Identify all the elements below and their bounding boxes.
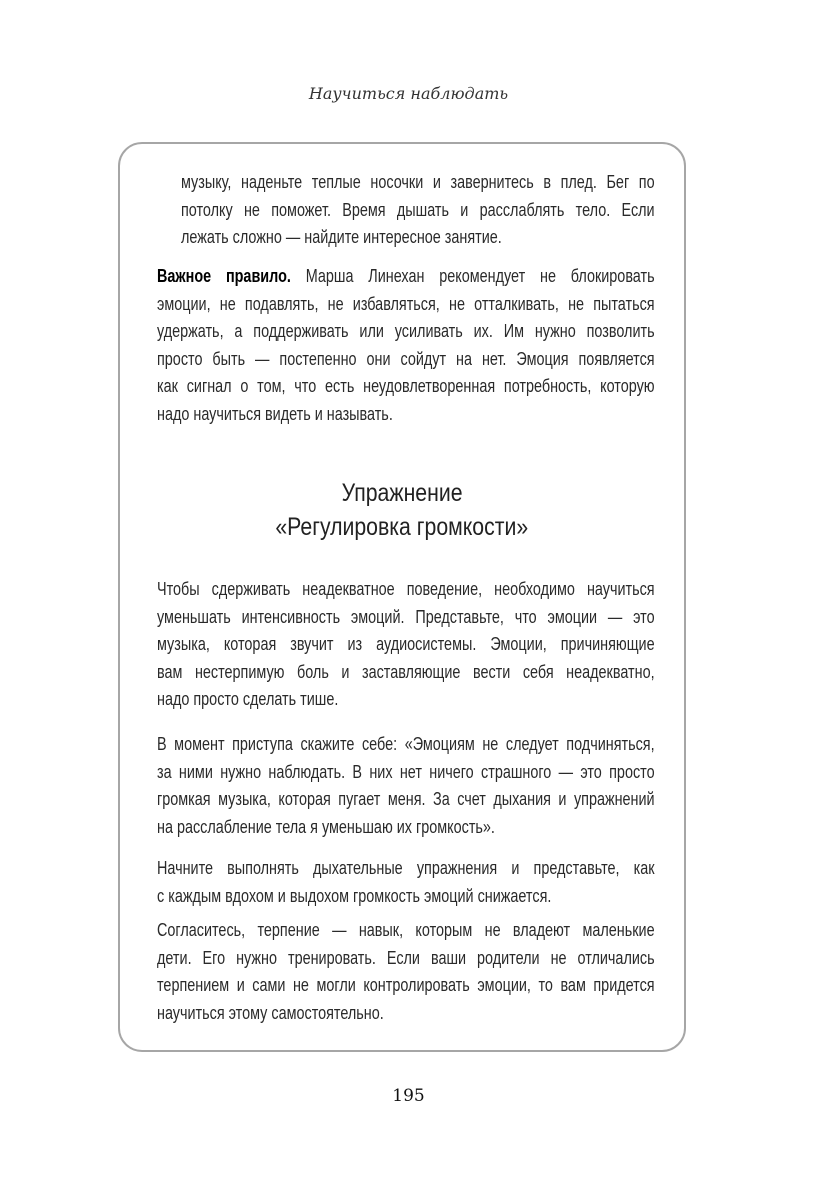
text-line: с каждым вдохом и выдохом громкость эмоций снижается. [157, 885, 552, 906]
text-line: музыку, наденьте теплые носочки и завернитесь в плед. Бег по [181, 172, 655, 192]
text-line: Начните выполнять дыхательные упражнения и представьте, как [157, 858, 655, 878]
text-line: Чтобы сдерживать неадекватное поведение, необходимо научиться [157, 579, 655, 599]
text-run: Марша Линехан рекомендует не блокировать [290, 266, 655, 286]
bold-lead: Важное правило. [157, 266, 291, 286]
exercise-title-line1: Упражнение [341, 479, 463, 507]
text-line: Согласитесь, терпение — навык, которым не владеют маленькие [157, 920, 655, 940]
paragraph [157, 731, 655, 841]
text-line: лежать сложно — найдите интересное занятие. [181, 227, 502, 248]
text-line: вам нестерпимую боль и заставляющие вести себя неадекватно, [157, 661, 655, 682]
text-line: В момент приступа скажите себе: «Эмоциям не следует подчиняться, [157, 734, 655, 754]
text-line: потолку не поможет. Время дышать и расслаблять тело. Если [181, 199, 655, 220]
text-line: на расслабление тела я уменьшаю их громкость». [157, 816, 495, 837]
exercise-title-line2: «Регулировка громкости» [275, 513, 529, 541]
text-line: удержать, а поддерживать или усиливать их. Им нужно позволить [157, 321, 655, 342]
exercise-title [118, 476, 686, 544]
text-line: дети. Его нужно тренировать. Если ваши родители не отличались [157, 947, 655, 968]
running-head: Научиться наблюдать [308, 84, 509, 103]
text-line: музыка, которая звучит из аудиосистемы. Эмоции, причиняющие [157, 634, 655, 655]
paragraph-important-rule [157, 263, 655, 429]
paragraph [157, 855, 655, 910]
paragraph [181, 169, 655, 252]
text-line: надо научиться видеть и называть. [157, 403, 393, 424]
paragraph [157, 576, 655, 714]
paragraph [157, 917, 655, 1027]
text-line: уменьшать интенсивность эмоций. Представьте, что эмоции — это [157, 606, 655, 627]
text-line: просто быть — постепенно они сойдут на нет. Эмоция появляется [157, 348, 655, 369]
text-line: как сигнал о том, что есть неудовлетворенная потребность, которую [157, 376, 655, 397]
text-line: научиться этому самостоятельно. [157, 1002, 384, 1023]
page-number: 195 [392, 1086, 425, 1106]
text-line: громкая музыка, которая пугает меня. За счет дыхания и упражнений [157, 789, 655, 810]
text-line: терпением и сами не могли контролировать эмоции, то вам придется [157, 975, 655, 996]
text-line: эмоции, не подавлять, не избавляться, не отталкивать, не пытаться [157, 293, 655, 314]
text-line: надо просто сделать тише. [157, 689, 339, 710]
text-line: за ними нужно наблюдать. В них нет ничего страшного — это просто [157, 761, 655, 782]
text-line [157, 263, 655, 291]
